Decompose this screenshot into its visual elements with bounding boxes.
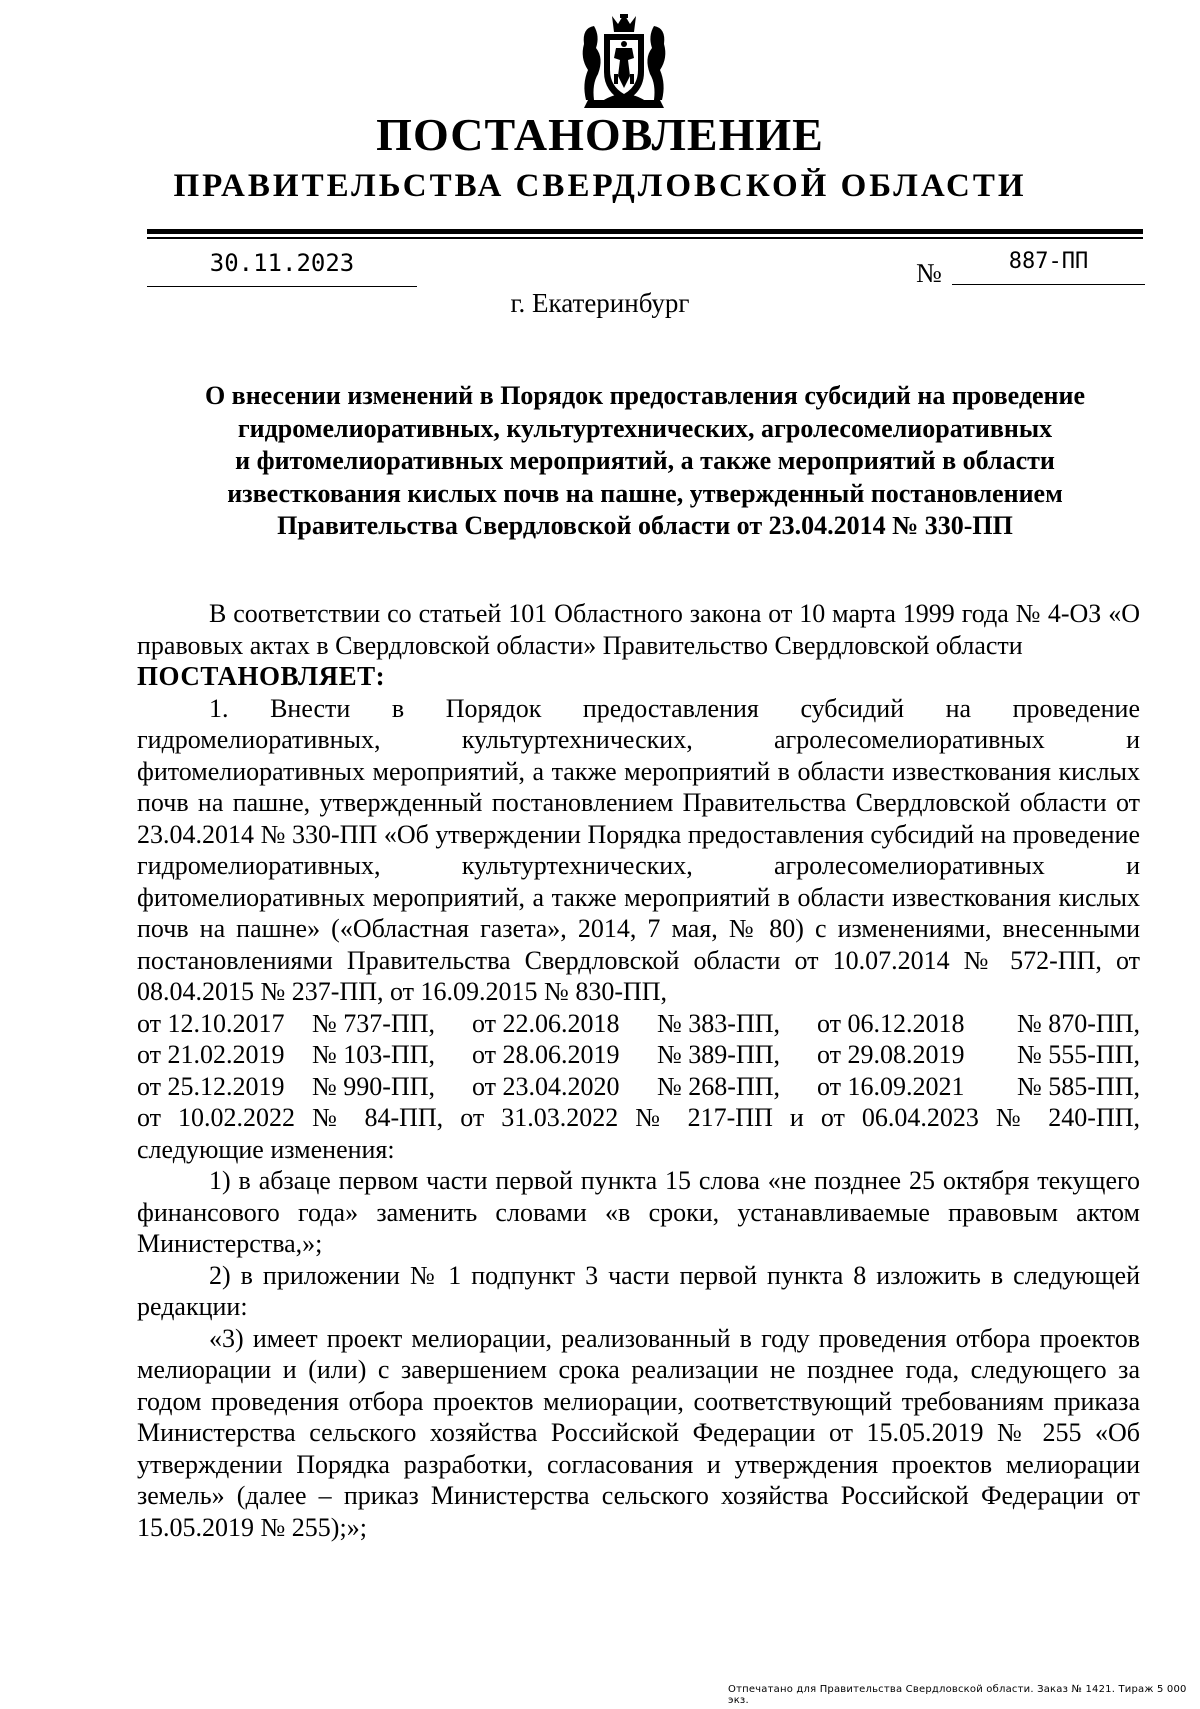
amendment-date: от 29.08.2019 <box>817 1040 965 1069</box>
heading-line: известкования кислых почв на пашне, утвержденный постановлением <box>227 478 1063 508</box>
amendment-number: № 555-ПП, <box>1016 1040 1140 1069</box>
issuing-authority: ПРАВИТЕЛЬСТВА СВЕРДЛОВСКОЙ ОБЛАСТИ <box>173 168 1027 204</box>
amendment-date: от 12.10.2017 <box>137 1008 285 1038</box>
subitem-1-paragraph: 1) в абзаце первом части первой пункта 15 слова «не позднее 25 октября текущего финансового года» заменить словами «в сроки, устанавливаемые правовым актом Министерства,»; <box>137 1166 1140 1258</box>
heading-line: гидромелиоративных, культуртехнических, агролесомелиоративных <box>237 413 1053 443</box>
amendment-date: от 23.04.2020 <box>472 1071 620 1101</box>
coat-of-arms-emblem <box>578 14 670 110</box>
amendment-number: № 389-ПП, <box>657 1040 781 1069</box>
heading-line: и фитомелиоративных мероприятий, а также мероприятий в области <box>235 446 1055 475</box>
amendment-date: от 06.12.2018 <box>817 1008 965 1038</box>
document-body <box>137 598 1140 1543</box>
amendment-number: № 870-ПП, <box>1016 1008 1140 1038</box>
amendment-date: от 25.12.2019 <box>137 1071 285 1101</box>
heading-line: Правительства Свердловской области от 23.04.2014 № 330-ПП <box>277 511 1013 540</box>
item-1-paragraph: 1. Внести в Порядок предоставления субсидий на проведение гидромелиоративных, культуртехнических, агролесомелиоративных и фитомелиоративных мероприятий, а также мероприятий в области известкования кислых почв на пашне, утвержденный постановлением Правительства Свердловской области от 23.04.2014 № 330-ПП «Об утверждении Порядка предоставления субсидий на проведение гидромелиоративных, культуртехнических, агролесомелиоративных и фитомелиоративных мероприятий, а также мероприятий в области известкования кислых почв на пашне» («Областная газета», 2014, 7 мая, № 80) с изменениями, внесенными постановлениями Правительства Свердловской области от 10.07.2014 № 572-ПП, от 08.04.2015 № 237-ПП, от 16.09.2015 № 830-ПП, <box>137 693 1140 1006</box>
amendment-date: от 28.06.2019 <box>472 1040 620 1069</box>
document-number: 887-ПП <box>952 246 1145 285</box>
number-sign: № <box>916 258 942 288</box>
city-name: г. Екатеринбург <box>510 288 690 318</box>
item-1-tail: следующие изменения: <box>137 1134 395 1164</box>
amendment-number: № 990-ПП, <box>312 1071 436 1101</box>
amendments-last-line: от 10.02.2022 № 84-ПП, от 31.03.2022 № 217-ПП и от 06.04.2023 № 240-ПП, <box>137 1103 1140 1132</box>
amendment-date: от 22.06.2018 <box>472 1008 620 1038</box>
header-divider-thick <box>147 229 1143 234</box>
heading-line: О внесении изменений в Порядок предоставления субсидий на проведение <box>204 381 1086 410</box>
preamble-paragraph: В соответствии со статьей 101 Областного закона от 10 марта 1999 года № 4-ОЗ «О правовых актах в Свердловской области» Правительство Свердловской области <box>137 599 1140 660</box>
decree-word: ПОСТАНОВЛЯЕТ: <box>137 661 386 691</box>
subitem-2-quote: «3) имеет проект мелиорации, реализованный в году проведения отбора проектов мелиорации и (или) с завершением срока реализации не позднее года, следующего за годом проведения отбора проектов мелиорации, соответствующий требованиям приказа Министерства сельского хозяйства Российской Федерации от 15.05.2019 № 255 «Об утверждении Порядка разработки, согласования и утверждения проектов мелиорации земель» (далее – приказ Министерства сельского хозяйства Российской Федерации от 15.05.2019 № 255);»; <box>137 1323 1140 1542</box>
amendment-date: от 16.09.2021 <box>817 1071 965 1101</box>
amendment-number: № 268-ПП, <box>657 1071 781 1101</box>
document-date: 30.11.2023 <box>147 246 417 287</box>
amendment-number: № 383-ПП, <box>657 1008 781 1038</box>
amendments-list <box>137 1008 1140 1103</box>
subitem-2-paragraph: 2) в приложении № 1 подпункт 3 части первой пункта 8 изложить в следующей редакции: <box>137 1260 1140 1321</box>
amendment-number: № 737-ПП, <box>312 1008 436 1038</box>
document-heading <box>150 380 1140 543</box>
amendment-number: № 103-ПП, <box>312 1040 436 1069</box>
header-divider-thin <box>147 237 1143 239</box>
document-title: ПОСТАНОВЛЕНИЕ <box>376 109 824 160</box>
amendment-date: от 21.02.2019 <box>137 1040 285 1069</box>
amendment-number: № 585-ПП, <box>1016 1071 1140 1101</box>
print-footer: Отпечатано для Правительства Свердловской области. Заказ № 1421. Тираж 5 000 экз. <box>728 1684 1187 1706</box>
